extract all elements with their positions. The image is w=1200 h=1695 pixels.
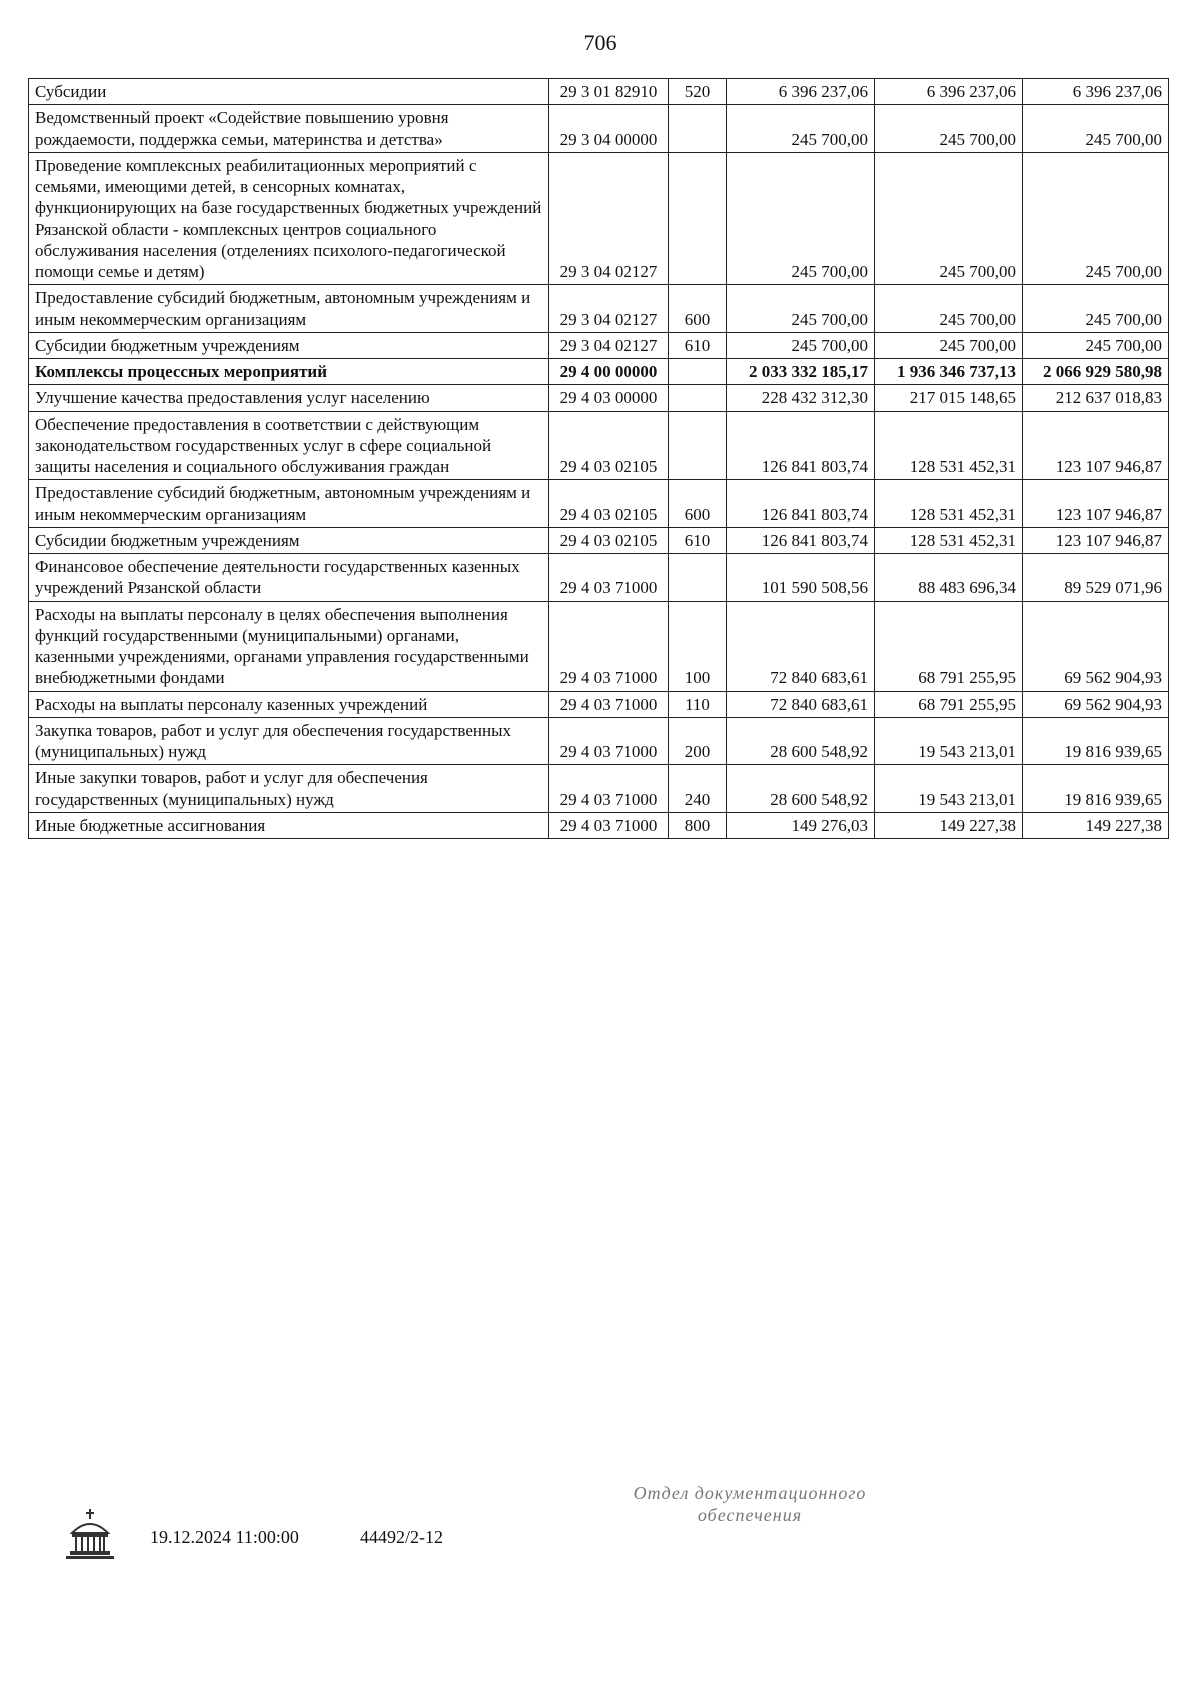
- amount-cell-1: 245 700,00: [727, 285, 875, 333]
- amount-cell-2: 19 543 213,01: [875, 765, 1023, 813]
- target-code-cell: 29 3 04 02127: [549, 285, 669, 333]
- table-row: [29, 691, 1169, 717]
- budget-table: [28, 78, 1169, 839]
- amount-cell-3: 212 637 018,83: [1023, 385, 1169, 411]
- amount-cell-1: 126 841 803,74: [727, 480, 875, 528]
- table-row: [29, 765, 1169, 813]
- department-stamp-line: Отдел документационного: [633, 1483, 867, 1503]
- amount-cell-1: 126 841 803,74: [727, 527, 875, 553]
- target-code-cell: 29 3 04 02127: [549, 152, 669, 285]
- amount-cell-3: 6 396 237,06: [1023, 79, 1169, 105]
- amount-cell-3: 245 700,00: [1023, 105, 1169, 153]
- expense-type-cell: 610: [669, 527, 727, 553]
- department-stamp: [620, 1483, 880, 1526]
- amount-cell-3: 69 562 904,93: [1023, 691, 1169, 717]
- target-code-cell: 29 4 03 71000: [549, 554, 669, 602]
- row-name-cell: Субсидии бюджетным учреждениям: [29, 527, 549, 553]
- target-code-cell: 29 4 03 71000: [549, 691, 669, 717]
- expense-type-cell: 520: [669, 79, 727, 105]
- amount-cell-3: 245 700,00: [1023, 152, 1169, 285]
- target-code-cell: 29 4 03 02105: [549, 411, 669, 480]
- amount-cell-2: 128 531 452,31: [875, 480, 1023, 528]
- target-code-cell: 29 4 00 00000: [549, 359, 669, 385]
- table-row: [29, 554, 1169, 602]
- amount-cell-2: 128 531 452,31: [875, 411, 1023, 480]
- row-name-cell: Субсидии бюджетным учреждениям: [29, 332, 549, 358]
- target-code-cell: 29 4 03 71000: [549, 812, 669, 838]
- amount-cell-1: 245 700,00: [727, 152, 875, 285]
- target-code-cell: 29 3 04 02127: [549, 332, 669, 358]
- department-stamp-line: обеспечения: [697, 1504, 803, 1525]
- amount-cell-2: 88 483 696,34: [875, 554, 1023, 602]
- amount-cell-1: 245 700,00: [727, 332, 875, 358]
- expense-type-cell: 110: [669, 691, 727, 717]
- target-code-cell: 29 4 03 71000: [549, 717, 669, 765]
- amount-cell-2: 68 791 255,95: [875, 691, 1023, 717]
- table-row: [29, 79, 1169, 105]
- expense-type-cell: 800: [669, 812, 727, 838]
- expense-type-cell: [669, 411, 727, 480]
- amount-cell-2: 19 543 213,01: [875, 717, 1023, 765]
- table-row: [29, 285, 1169, 333]
- amount-cell-3: 89 529 071,96: [1023, 554, 1169, 602]
- row-name-cell: Улучшение качества предоставления услуг населению: [29, 385, 549, 411]
- table-row: [29, 717, 1169, 765]
- target-code-cell: 29 4 03 71000: [549, 765, 669, 813]
- row-name-cell: Закупка товаров, работ и услуг для обеспечения государственных (муниципальных) нужд: [29, 717, 549, 765]
- target-code-cell: 29 4 03 02105: [549, 480, 669, 528]
- row-name-cell: Проведение комплексных реабилитационных мероприятий с семьями, имеющими детей, в сенсорных комнатах, функционирующих на базе государственных бюджетных учреждений Рязанской области - комплексных центров социального обслуживания населения (отделениях психолого-педагогической помощи семье и детям): [29, 152, 549, 285]
- table-row: [29, 332, 1169, 358]
- expense-type-cell: [669, 385, 727, 411]
- amount-cell-2: 128 531 452,31: [875, 527, 1023, 553]
- amount-cell-2: 245 700,00: [875, 285, 1023, 333]
- amount-cell-1: 28 600 548,92: [727, 765, 875, 813]
- amount-cell-2: 245 700,00: [875, 152, 1023, 285]
- row-name-cell: Предоставление субсидий бюджетным, автономным учреждениям и иным некоммерческим организациям: [29, 285, 549, 333]
- logo-icon: [60, 1503, 120, 1563]
- expense-type-cell: 610: [669, 332, 727, 358]
- amount-cell-3: 245 700,00: [1023, 285, 1169, 333]
- amount-cell-1: 2 033 332 185,17: [727, 359, 875, 385]
- page-number: 706: [583, 30, 617, 55]
- target-code-cell: 29 3 04 00000: [549, 105, 669, 153]
- amount-cell-1: 101 590 508,56: [727, 554, 875, 602]
- document-code: 44492/2-12: [360, 1527, 443, 1547]
- amount-cell-2: 149 227,38: [875, 812, 1023, 838]
- expense-type-cell: [669, 105, 727, 153]
- target-code-cell: 29 3 01 82910: [549, 79, 669, 105]
- row-name-cell: Предоставление субсидий бюджетным, автономным учреждениям и иным некоммерческим организациям: [29, 480, 549, 528]
- amount-cell-1: 245 700,00: [727, 105, 875, 153]
- amount-cell-3: 2 066 929 580,98: [1023, 359, 1169, 385]
- amount-cell-1: 72 840 683,61: [727, 691, 875, 717]
- amount-cell-3: 245 700,00: [1023, 332, 1169, 358]
- amount-cell-3: 149 227,38: [1023, 812, 1169, 838]
- amount-cell-2: 1 936 346 737,13: [875, 359, 1023, 385]
- row-name-cell: Иные бюджетные ассигнования: [29, 812, 549, 838]
- row-name-cell: Обеспечение предоставления в соответствии с действующим законодательством государственных услуг в сфере социальной защиты населения и социального обслуживания граждан: [29, 411, 549, 480]
- table-row: [29, 812, 1169, 838]
- amount-cell-1: 28 600 548,92: [727, 717, 875, 765]
- amount-cell-2: 245 700,00: [875, 105, 1023, 153]
- table-row: [29, 385, 1169, 411]
- table-row: [29, 527, 1169, 553]
- expense-type-cell: 240: [669, 765, 727, 813]
- amount-cell-3: 123 107 946,87: [1023, 411, 1169, 480]
- row-name-cell: Иные закупки товаров, работ и услуг для обеспечения государственных (муниципальных) нужд: [29, 765, 549, 813]
- table-row: [29, 105, 1169, 153]
- table-row: [29, 152, 1169, 285]
- amount-cell-1: 149 276,03: [727, 812, 875, 838]
- expense-type-cell: 100: [669, 601, 727, 691]
- row-name-cell: Субсидии: [29, 79, 549, 105]
- amount-cell-1: 228 432 312,30: [727, 385, 875, 411]
- expense-type-cell: 600: [669, 285, 727, 333]
- amount-cell-3: 19 816 939,65: [1023, 765, 1169, 813]
- target-code-cell: 29 4 03 71000: [549, 601, 669, 691]
- expense-type-cell: [669, 152, 727, 285]
- target-code-cell: 29 4 03 02105: [549, 527, 669, 553]
- amount-cell-1: 72 840 683,61: [727, 601, 875, 691]
- amount-cell-3: 123 107 946,87: [1023, 527, 1169, 553]
- amount-cell-1: 126 841 803,74: [727, 411, 875, 480]
- table-row: [29, 359, 1169, 385]
- amount-cell-1: 6 396 237,06: [727, 79, 875, 105]
- amount-cell-2: 245 700,00: [875, 332, 1023, 358]
- amount-cell-2: 68 791 255,95: [875, 601, 1023, 691]
- table-row: [29, 601, 1169, 691]
- table-row: [29, 480, 1169, 528]
- expense-type-cell: 600: [669, 480, 727, 528]
- stamp-date: 19.12.2024 11:00:00: [150, 1527, 299, 1547]
- page-footer: [60, 1475, 1140, 1595]
- row-name-cell: Комплексы процессных мероприятий: [29, 359, 549, 385]
- row-name-cell: Финансовое обеспечение деятельности государственных казенных учреждений Рязанской области: [29, 554, 549, 602]
- amount-cell-3: 69 562 904,93: [1023, 601, 1169, 691]
- expense-type-cell: [669, 359, 727, 385]
- expense-type-cell: [669, 554, 727, 602]
- expense-type-cell: 200: [669, 717, 727, 765]
- table-row: [29, 411, 1169, 480]
- row-name-cell: Ведомственный проект «Содействие повышению уровня рождаемости, поддержка семьи, материнства и детства»: [29, 105, 549, 153]
- target-code-cell: 29 4 03 00000: [549, 385, 669, 411]
- amount-cell-3: 123 107 946,87: [1023, 480, 1169, 528]
- amount-cell-2: 6 396 237,06: [875, 79, 1023, 105]
- amount-cell-3: 19 816 939,65: [1023, 717, 1169, 765]
- row-name-cell: Расходы на выплаты персоналу в целях обеспечения выполнения функций государственными (муниципальными) органами, казенными учреждениями, органами управления государственными внебюджетными фондами: [29, 601, 549, 691]
- amount-cell-2: 217 015 148,65: [875, 385, 1023, 411]
- row-name-cell: Расходы на выплаты персоналу казенных учреждений: [29, 691, 549, 717]
